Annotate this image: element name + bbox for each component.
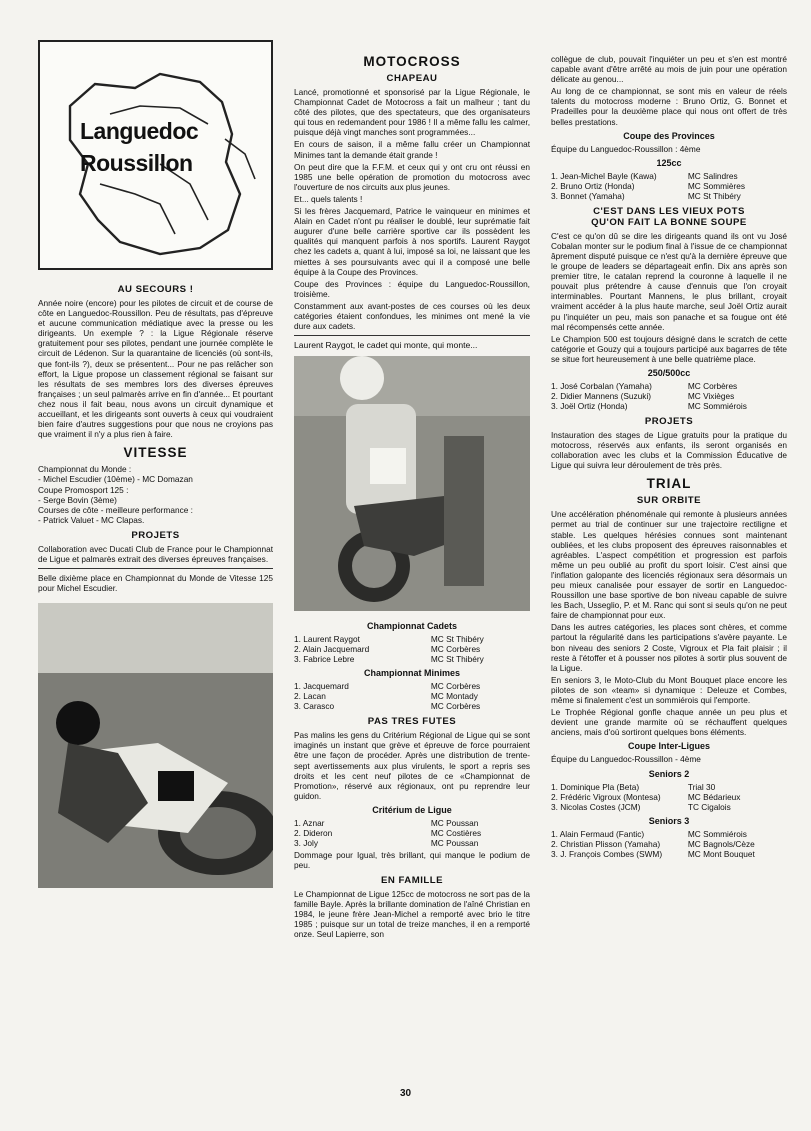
intro-paragraph: Au long de ce championnat, se sont mis en valeur de réels talents du motocross moderne : Bruno Ortiz, G. Bonnet et Pradeilles pour la deuxième place qui nous ont offert de très belles prestations. xyxy=(551,86,787,127)
chapeau-paragraph: Si les frères Jacquemard, Patrice le vainqueur en minimes et Alain en Cadet n'ont pu réaliser le doublé, leur suprématie fait augurer d'une belle carrière sportive car ils possèdent les qualités qui manquent parfois à nos sportifs. Laurent Raygot chez les cadets a, quant à lui, imposé sa loi, ne laissant que les miettes à ses poursuivants avec qui il a composé une belle équipe à la Coupe des Provinces. xyxy=(294,206,530,277)
en-famille-body: Le Championnat de Ligue 125cc de motocross ne sort pas de la famille Bayle. Après la brillante domination de l'aîné Christian en 1984, le jeune frère Jean-Michel a remporté avec brio le titre 1985 ; puisque sur un total de treize manches, il en a remporté onze. Seul Lapierre, son xyxy=(294,889,530,940)
result-name: 1. Dominique Pla (Beta) xyxy=(551,781,640,792)
minimes-results xyxy=(294,681,530,711)
result-name: 2. Didier Mannens (Suzuki) xyxy=(551,390,652,401)
result-row xyxy=(551,381,787,391)
criterium-note: Dommage pour Igual, très brillant, qui manque le podium de peu. xyxy=(294,849,530,870)
result-name: 3. Carasco xyxy=(294,701,335,712)
vieux-pots-title-1: C'EST DANS LES VIEUX POTS xyxy=(593,205,745,217)
vitesse-line: - Serge Bovin (3ème) xyxy=(38,494,117,505)
photo-caption-escudier: Belle dixième place en Championnat du Monde de Vitesse 125 pour Michel Escudier. xyxy=(38,573,273,594)
result-club: MC Sommiérois xyxy=(687,400,747,411)
result-row xyxy=(551,829,787,839)
result-name: 1. José Corbalan (Yamaha) xyxy=(551,380,652,391)
result-club: MC Poussan xyxy=(430,837,479,848)
motocross-rider-image xyxy=(294,356,530,611)
result-row xyxy=(294,644,530,654)
column-right xyxy=(551,54,787,861)
cc250-title: 250/500cc xyxy=(647,367,691,378)
result-name: 3. Bonnet (Yamaha) xyxy=(551,190,625,201)
result-name: 1. Aznar xyxy=(294,817,325,828)
trial-paragraph: Une accélération phénoménale qui remonte à plusieurs années permet au trial de continuer sur une trajectoire rectiligne et stable. Les quelques hérésies connues sont maintenant oubliées, et les clubs proposent des épreuves raisonnables et agréables. L'aspect compétition et progression est parfois même un peu oublié au profit du sport loisir. C'est ainsi que l'inflation galopante des licenciés régionaux sera désormais un peu mieux canalisée pour essayer de sortir en Languedoc-Roussillon une base sportive de bon niveau capable de suivre les Bach, Usseglio, P. et M. Ranc qui sont si seuls qu'on ne peut faire de championnat pour eux. xyxy=(551,509,787,621)
divider xyxy=(38,568,273,569)
result-row xyxy=(294,818,530,828)
vitesse-line: - Michel Escudier (10ème) - MC Domazan xyxy=(38,474,193,485)
seniors3-results xyxy=(551,829,787,859)
result-row xyxy=(551,171,787,181)
result-row xyxy=(551,191,787,201)
result-row xyxy=(551,802,787,812)
result-row xyxy=(294,654,530,664)
result-name: 2. Alain Jacquemard xyxy=(294,644,370,655)
result-name: 2. Christian Plisson (Yamaha) xyxy=(551,838,661,849)
vieux-pots-paragraph: Le Champion 500 est toujours désigné dans le scratch de cette catégorie et Gouzy qui a toujours participé aux bagarres de tête se situe fort heureusement à une belle quatrième place. xyxy=(551,333,787,364)
vitesse-line: Coupe Promosport 125 : xyxy=(38,484,129,495)
result-club: MC Poussan xyxy=(430,817,479,828)
result-row xyxy=(551,849,787,859)
minimes-title: Championnat Minimes xyxy=(363,668,460,679)
vieux-pots-title-2: QU'ON FAIT LA BONNE SOUPE xyxy=(591,216,747,228)
seniors3-title: Seniors 3 xyxy=(648,815,690,826)
pas-tres-futes-title: PAS TRES FUTES xyxy=(367,716,457,728)
result-row xyxy=(294,828,530,838)
result-club: MC St Thibéry xyxy=(687,190,741,201)
cc125-title: 125cc xyxy=(656,157,682,168)
result-club: MC Costières xyxy=(430,827,482,838)
result-row xyxy=(294,701,530,711)
result-club: MC Bédarieux xyxy=(687,791,741,802)
result-name: 3. Joël Ortiz (Honda) xyxy=(551,400,628,411)
projets-mx-title: PROJETS xyxy=(644,415,694,427)
column-middle xyxy=(294,54,530,942)
projets-title: PROJETS xyxy=(131,529,180,541)
result-club: MC St Thibéry xyxy=(430,634,484,645)
result-name: 1. Laurent Raygot xyxy=(294,634,360,645)
result-name: 2. Bruno Ortiz (Honda) xyxy=(551,180,635,191)
result-club: MC Salindres xyxy=(687,170,738,181)
result-row xyxy=(551,401,787,411)
result-club: MC St Thibéry xyxy=(430,654,484,665)
result-name: 1. Jean-Michel Bayle (Kawa) xyxy=(551,170,657,181)
result-club: MC Montady xyxy=(430,691,478,702)
result-name: 1. Alain Fermaud (Fantic) xyxy=(551,828,645,839)
result-row xyxy=(551,391,787,401)
cadets-title: Championnat Cadets xyxy=(366,621,457,632)
result-name: 2. Frédéric Vigroux (Montesa) xyxy=(551,791,661,802)
logo-line-1: Languedoc xyxy=(80,118,199,144)
chapeau-paragraph: Et... quels talents ! xyxy=(294,193,363,204)
result-club: TC Cigalois xyxy=(687,801,731,812)
vitesse-line: Courses de côte - meilleure performance : xyxy=(38,504,193,515)
trial-paragraph: Dans les autres catégories, les places sont chères, et comme partout la régularité dans les participations s'avère payante. Le bon niveau des seniors 2 Coste, Vigroux et Pla fait plaisir ; il reste à l'étoffer et à pousser nos pilotes à sortir plus souvent de la Ligue. xyxy=(551,622,787,673)
inter-ligues-title: Coupe Inter-Ligues xyxy=(627,741,710,752)
divider xyxy=(294,335,530,336)
trial-paragraph: En seniors 3, le Moto-Club du Mont Bouquet place encore les pilotes de son «team» si dynamique : Deleuze et Combes, même si finalement c'est un sommiérois qui l'emporte. xyxy=(551,674,787,706)
result-name: 3. Nicolas Costes (JCM) xyxy=(551,801,641,812)
criterium-title: Critérium de Ligue xyxy=(372,804,452,815)
sur-orbite-title: SUR ORBITE xyxy=(636,495,702,507)
motorcycle-racer-image xyxy=(38,603,273,888)
photo-caption-raygot: Laurent Raygot, le cadet qui monte, qui monte... xyxy=(294,340,478,351)
intro-paragraph: collègue de club, pouvait l'inquiéter un peu et s'en est montré capable avant d'être arrêté au mois de juin pour une opération délicate au genou... xyxy=(551,54,787,85)
result-club: MC Mont Bouquet xyxy=(687,848,755,859)
cc250-results xyxy=(551,381,787,411)
coupe-provinces-body: Équipe du Languedoc-Roussillon : 4ème xyxy=(551,143,701,154)
vitesse-line: Championnat du Monde : xyxy=(38,464,132,475)
result-club: MC Sommiérois xyxy=(687,828,747,839)
region-logo xyxy=(38,40,273,270)
logo-line-2: Roussillon xyxy=(80,150,193,176)
chapeau-paragraph: Constamment aux avant-postes de ces courses où les deux catégories étaient confondues, les minimes ont mené la vie dure aux cadets. xyxy=(294,300,530,332)
projets-mx-body: Instauration des stages de Ligue gratuits pour la pratique du motocross, réservés aux enfants, ils seront organisés en collaboration avec les clubs et la Commission Éducative de Ligue qui suivra leur déroulement de très près. xyxy=(551,429,787,471)
au-secours-body: Année noire (encore) pour les pilotes de circuit et de course de côte en Languedoc-Roussillon. Peu de résultats, pas d'épreuve et aucune communication médiatique avec la presse ou les dirigeants. Un exemple ? : la Ligue Régionale réserve gratuitement pour ses pilotes, pendant une journée complète le circuit de Lédenon. Sur la quarantaine de licenciés (où sont-ils, que font-ils ?), deux se présentent... Pour ne pas relâcher son effort, la Ligue propose un classement régional se faisant sur les résultats de ses membres lors des diverses épreuves françaises ; un seul palmarès arrive en fin d'année... Et pourtant chez nous il fait beau, nous avons un circuit dynamique et accueillant, et les dirigeants sont ouverts à ceux qui voudraient bien faire d'autres suggestions pour que nous ne croyions pas que vraiment il n'y a plus rien à faire. xyxy=(38,298,273,440)
pas-tres-futes-body: Pas malins les gens du Critérium Régional de Ligue qui se sont imaginés un instant que grève et épreuve de force pourraient être une façon de procéder. Après une distribution de trente-sept avertissements aux plus virulents, le sport a repris ses droits et les cent neuf pilotes de ce «Championnat de Promotion», réservé aux régionaux, ont pu reprendre leur guidon. xyxy=(294,730,530,801)
motocross-title: MOTOCROSS xyxy=(363,54,461,69)
result-club: MC Vixièges xyxy=(687,390,735,401)
result-name: 3. Fabrice Lebre xyxy=(294,654,355,665)
inter-ligues-body: Équipe du Languedoc-Roussillon - 4ème xyxy=(551,754,701,765)
chapeau-title: CHAPEAU xyxy=(386,73,438,84)
cadets-results xyxy=(294,634,530,664)
chapeau-paragraph: Coupe des Provinces : équipe du Languedoc-Roussillon, troisième. xyxy=(294,278,530,299)
coupe-provinces-title: Coupe des Provinces xyxy=(623,130,715,141)
result-name: 2. Dideron xyxy=(294,827,333,838)
result-name: 3. J. François Combes (SWM) xyxy=(551,848,663,859)
result-row xyxy=(551,782,787,792)
result-row xyxy=(294,838,530,848)
result-club: MC Bagnols/Cèze xyxy=(687,838,755,849)
result-club: MC Corbères xyxy=(430,701,481,712)
result-name: 1. Jacquemard xyxy=(294,681,349,692)
chapeau-paragraph: Lancé, promotionné et sponsorisé par la Ligue Régionale, le Championnat Cadet de Motocross a fait un malheur ; tant du côté des pilotes, que des spectateurs, que des organisateurs qui tous en redemandent pour 1986 ! Il a même fallu les calmer, puisque déjà vingt manches sont programmées... xyxy=(294,87,530,138)
criterium-results xyxy=(294,818,530,848)
au-secours-title: AU SECOURS ! xyxy=(117,284,194,295)
page-number: 30 xyxy=(400,1088,412,1099)
photo-raygot xyxy=(294,356,530,611)
chapeau-paragraph: On peut dire que la F.F.M. et ceux qui y ont cru ont réussi en 1985 une belle opération de promotion du motocross avec l'ouverture de nos circuits aux plus jeunes. xyxy=(294,161,530,192)
trial-paragraph: Le Trophée Régional gonfle chaque année un peu plus et devient une grande marmite où se réchauffent quelques anciens, mais d'où sortiront quelques bons éléments. xyxy=(551,707,787,738)
seniors2-title: Seniors 2 xyxy=(648,768,690,779)
cc125-results xyxy=(551,171,787,201)
vitesse-line: - Patrick Valuet - MC Clapas. xyxy=(38,514,145,525)
trial-title: TRIAL xyxy=(646,476,692,492)
chapeau-paragraph: En cours de saison, il a même fallu créer un Championnat Minimes tant la demande était grande ! xyxy=(294,139,530,160)
result-row xyxy=(294,634,530,644)
result-club: MC Corbères xyxy=(430,681,481,692)
seniors2-results xyxy=(551,782,787,812)
result-name: 2. Lacan xyxy=(294,691,326,702)
result-name: 3. Joly xyxy=(294,837,318,848)
result-row xyxy=(294,691,530,701)
en-famille-title: EN FAMILLE xyxy=(380,875,444,887)
result-row xyxy=(551,792,787,802)
result-row xyxy=(294,681,530,691)
photo-escudier xyxy=(38,603,273,888)
projets-body: Collaboration avec Ducati Club de France pour le Championnat de Ligue et palmarès extrait des diverses épreuves françaises. xyxy=(38,543,273,564)
result-row xyxy=(551,181,787,191)
vitesse-title: VITESSE xyxy=(123,445,188,461)
result-row xyxy=(551,839,787,849)
column-left xyxy=(38,40,273,888)
result-club: Trial 30 xyxy=(687,781,716,792)
result-club: MC Corbères xyxy=(687,380,738,391)
result-club: MC Corbères xyxy=(430,644,481,655)
vieux-pots-paragraph: C'est ce qu'on dû se dire les dirigeants quand ils ont vu José Cobalan monter sur le podium final à l'issue de ce championnat âprement disputé puisque ce n'est qu'à la dernière épreuve que le groupe de leaders se départageait enfin. Dix ans après son premier titre, le catalan reprend la couronne à laquelle il ne pouvait plus prétendre à cause d'ennuis que l'on croyait interminables. Pourtant Mannens, le plus brillant, croyait vraiment accéder à la plus haute marche, seul Joël Ortiz aurait pu l'inquiéter un peu, mais son panache et sa fougue ont été mal récompensés cette année. xyxy=(551,230,787,332)
result-club: MC Sommières xyxy=(687,180,746,191)
